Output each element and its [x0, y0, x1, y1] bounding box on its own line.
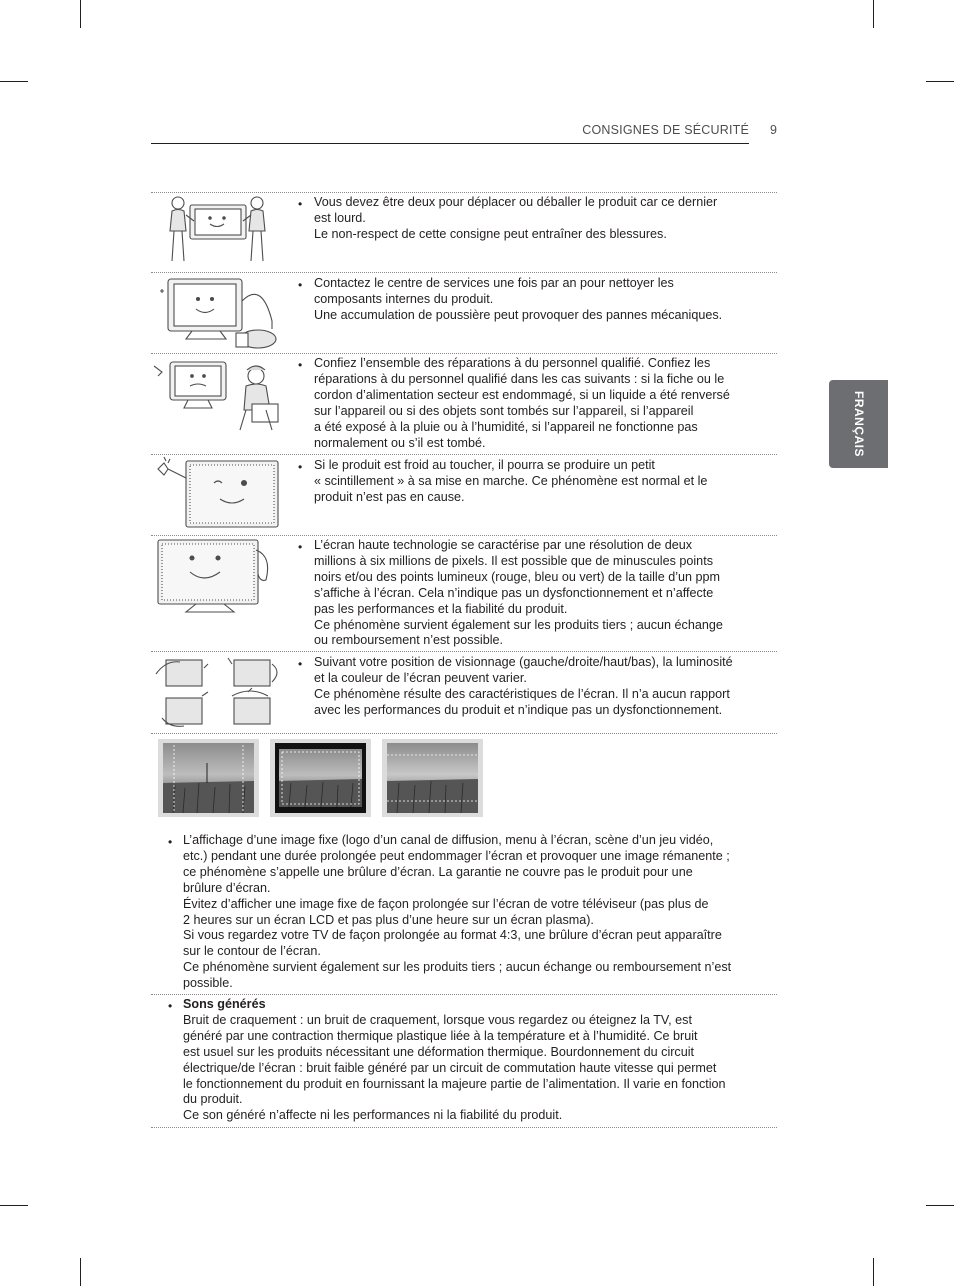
header-rule [151, 143, 749, 144]
tv-repair-technician-icon [152, 354, 287, 453]
burn-in-photo-wide-icon [382, 739, 483, 817]
text-line: est usuel sur les produits nécessitant une déformation thermique. Bourdonnement du circuit [183, 1044, 695, 1059]
text-line: L’affichage d’une image fixe (logo d’un canal de diffusion, menu à l’écran, scène d’un jeu vidéo, [183, 833, 714, 847]
sounds-text [183, 997, 726, 1124]
text-line: Si vous regardez votre TV de façon prolongée au format 4:3, une brûlure d’écran peut apparaître [183, 928, 722, 943]
text-line: composants internes du produit. [314, 291, 494, 306]
row-4-text [314, 458, 707, 506]
tv-vacuum-cleaner-icon [152, 273, 287, 352]
text-line: normalement ou s’il est tombé. [314, 435, 486, 450]
burn-in-text [183, 833, 731, 992]
text-line: est lourd. [314, 210, 366, 225]
text-line: ou remboursement n’est possible. [314, 633, 504, 648]
bullet: • [298, 197, 303, 211]
bullet: • [168, 999, 173, 1013]
text-line: Contactez le centre de services une fois par an pour nettoyer les [314, 276, 674, 290]
text-line: et la couleur de l’écran peuvent varier. [314, 670, 527, 685]
text-line: électrique/de l’écran : bruit faible généré par un circuit de commutation haute vitesse qui permet [183, 1060, 717, 1075]
text-line: Ce son généré n’affecte ni les performances ni la fiabilité du produit. [183, 1108, 563, 1123]
row-1-text [314, 195, 717, 243]
text-line: Le non-respect de cette consigne peut entraîner des blessures. [314, 226, 667, 241]
text-line: cordon d’alimentation secteur est endommagé, si un liquide a été renversé [314, 387, 730, 402]
text-line: Suivant votre position de visionnage (gauche/droite/haut/bas), la luminosité [314, 655, 733, 669]
language-tab-label: FRANÇAIS [851, 391, 866, 457]
text-line: le fonctionnement du produit en fournissant la majeure partie de l’alimentation. Il varie en fonction [183, 1076, 726, 1091]
text-line: ce phénomène s’appelle une brûlure d’écran. La garantie ne couvre pas le produit pour une [183, 864, 693, 879]
text-line: pas les performances et la fiabilité du produit. [314, 601, 568, 616]
text-line: L’écran haute technologie se caractérise par une résolution de deux [314, 538, 693, 552]
text-line: a été exposé à la pluie ou à l’humidité, si l’appareil ne fonctionne pas [314, 419, 698, 434]
text-line: possible. [183, 976, 233, 991]
language-tab [829, 380, 888, 468]
text-line: noirs et/ou des points lumineux (rouge, bleu ou vert) de la taille d’un ppm [314, 569, 721, 584]
bullet: • [298, 278, 303, 292]
row-separator [151, 1127, 777, 1128]
bullet: • [298, 460, 303, 474]
text-line: etc.) pendant une durée prolongée peut endommager l’écran et provoquer une image rémanente ; [183, 848, 730, 863]
crop-mark [873, 1258, 874, 1286]
bullet: • [168, 835, 173, 849]
page-header [151, 121, 777, 145]
row-6-text [314, 655, 733, 719]
text-line: 2 heures sur un écran LCD et pas plus d’une heure sur un écran plasma). [183, 912, 594, 927]
text-line: Confiez l’ensemble des réparations à du personnel qualifié. Confiez les [314, 356, 711, 370]
text-line: millions à six millions de pixels. Il est possible que de minuscules points [314, 553, 713, 568]
section-title: CONSIGNES DE SÉCURITÉ [582, 123, 749, 137]
text-line: Ce phénomène survient également sur les produits tiers ; aucun échange ou remboursement n’est [183, 960, 732, 975]
tv-pixel-screen-icon [152, 536, 287, 650]
row-separator [151, 994, 777, 995]
text-line: Évitez d’afficher une image fixe de façon prolongée sur l’écran de votre téléviseur (pas plus de [183, 896, 709, 911]
text-line: produit n’est pas en cause. [314, 489, 465, 504]
text-line: sur l’appareil ou si des objets sont tombés sur l’appareil, si l’appareil [314, 403, 694, 418]
tv-viewing-angles-icon [152, 652, 287, 732]
burn-in-photo-4-3-icon [158, 739, 259, 817]
crop-mark [873, 0, 874, 28]
crop-mark [80, 0, 81, 28]
crop-mark [80, 1258, 81, 1286]
text-line: Vous devez être deux pour déplacer ou déballer le produit car ce dernier [314, 195, 718, 209]
burn-in-photo-letterbox-icon [270, 739, 371, 817]
text-line: avec les performances du produit et n’indique pas un dysfonctionnement. [314, 702, 723, 717]
text-line: brûlure d’écran. [183, 880, 271, 895]
tv-winking-snap-icon [152, 455, 287, 534]
page-number: 9 [770, 123, 777, 137]
crop-mark [0, 81, 28, 82]
text-line: réparations à du personnel qualifié dans les cas suivants : si la fiche ou le [314, 371, 725, 386]
text-line: s’affiche à l’écran. Cela n’indique pas un dysfonctionnement et n’affecte [314, 585, 714, 600]
row-2-text [314, 276, 722, 324]
row-5-text [314, 538, 723, 649]
row-3-text [314, 356, 730, 451]
two-people-carrying-tv-icon [152, 193, 287, 271]
bullet: • [298, 657, 303, 671]
text-line: « scintillement » à sa mise en marche. Ce phénomène est normal et le [314, 473, 708, 488]
text-line: Si le produit est froid au toucher, il pourra se produire un petit [314, 458, 655, 472]
text-line: Une accumulation de poussière peut provoquer des pannes mécaniques. [314, 307, 723, 322]
crop-mark [0, 1205, 28, 1206]
text-line: Ce phénomène résulte des caractéristiques de l’écran. Il n’a aucun rapport [314, 686, 730, 701]
text-line: généré par une contraction thermique plastique liée à la température et à l’humidité. Ce bruit [183, 1028, 698, 1043]
text-line: du produit. [183, 1092, 243, 1107]
bullet: • [298, 540, 303, 554]
crop-mark [926, 1205, 954, 1206]
text-line: sur le contour de l’écran. [183, 944, 321, 959]
sounds-heading: Sons générés [183, 997, 266, 1011]
crop-mark [926, 81, 954, 82]
text-line: Ce phénomène survient également sur les produits tiers ; aucun échange [314, 617, 723, 632]
text-line: Bruit de craquement : un bruit de craquement, lorsque vous regardez ou éteignez la TV, est [183, 1012, 692, 1027]
row-separator [151, 733, 777, 734]
bullet: • [298, 358, 303, 372]
